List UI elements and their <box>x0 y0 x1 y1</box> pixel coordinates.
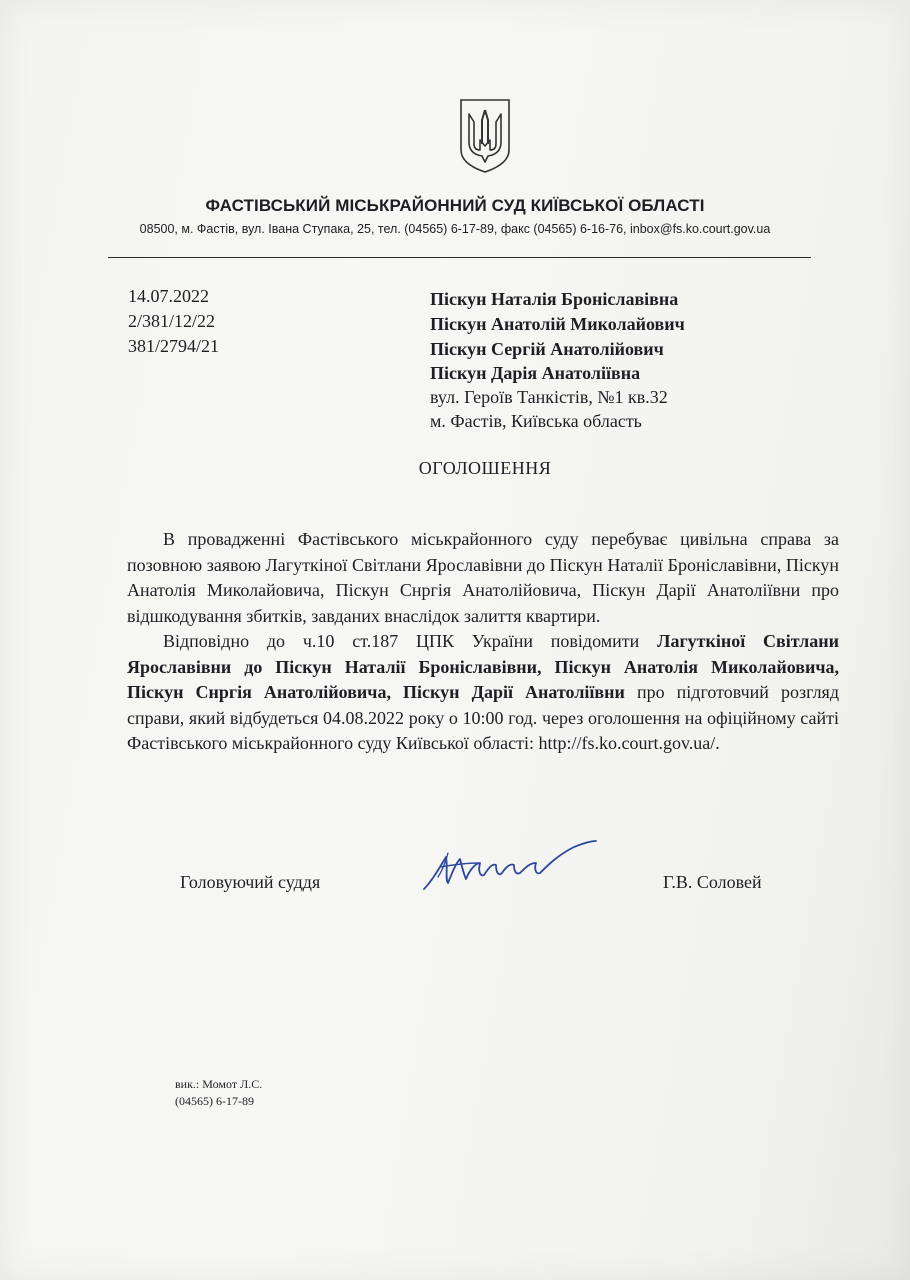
addressee-street: вул. Героїв Танкістів, №1 кв.32 <box>430 387 668 407</box>
trident-icon <box>455 96 515 174</box>
notice-paragraph-2 <box>127 629 839 757</box>
notice-parties: Лагуткіної Світлани Ярославівни до Піскун Наталії Броніславівни, Піскун Анатолія Миколайовича, Піскун Снргія Анатолійовича, Піскун Дарії Анатоліївни <box>127 631 839 702</box>
notice-paragraph-2-intro: Відповідно до ч.10 ст.187 ЦПК України повідомити <box>163 631 658 651</box>
notice-paragraph-1: В провадженні Фастівського міськрайонного суду перебуває цивільна справа за позовною заявою Лагуткіної Світлани Ярославівни до Піскун Наталії Броніславівни, Піскун Анатолія Миколайовича, Піскун Снргія Анатолійовича, Піскун Дарії Анатоліївни про відшкодування збитків, завданих внаслідок залиття квартири. <box>127 529 839 626</box>
addressee-name: Піскун Сергій Анатолійович <box>430 339 664 359</box>
judge-name: Г.В. Соловей <box>663 872 762 892</box>
notice-title: ОГОЛОШЕННЯ <box>418 458 552 478</box>
executor-name: вик.: Момот Л.С. <box>175 1077 263 1091</box>
addressee-name: Піскун Наталія Броніславівна <box>430 289 679 309</box>
header-divider <box>108 257 811 258</box>
outgoing-number: 2/381/12/22 <box>128 311 216 331</box>
signature-image <box>418 833 598 899</box>
court-address: 08500, м. Фастів, вул. Івана Ступака, 25, тел. (04565) 6-17-89, факс (04565) 6-16-76, inbox@fs.ko.court.gov.ua <box>139 222 771 236</box>
addressee-name: Піскун Анатолій Миколайович <box>430 314 685 334</box>
notice-paragraph-2-details: про підготовчий розгляд справи, який відбудеться 04.08.2022 року о 10:00 год. через оголошення на офіційному сайті Фастівського міськрайонного суду Київської області: http://fs.ko.court.gov.ua/. <box>127 682 839 753</box>
addressee-city: м. Фастів, Київська область <box>430 411 642 431</box>
judge-role: Головуючий суддя <box>180 872 321 892</box>
notice-body <box>127 527 839 757</box>
addressee-name: Піскун Дарія Анатоліївна <box>430 363 641 383</box>
document-date: 14.07.2022 <box>128 286 209 306</box>
case-number: 381/2794/21 <box>128 336 220 356</box>
executor-phone: (04565) 6-17-89 <box>175 1094 254 1108</box>
court-name: ФАСТІВСЬКИЙ МІСЬКРАЙОННИЙ СУД КИЇВСЬКОЇ ОБЛАСТІ <box>205 196 705 215</box>
